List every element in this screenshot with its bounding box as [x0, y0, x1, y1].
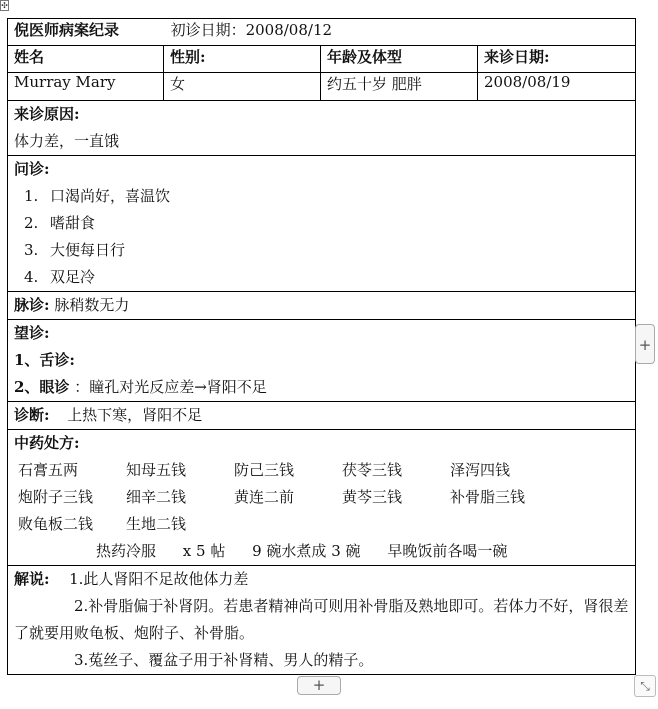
eye-label: 2、眼诊	[14, 378, 70, 396]
pulse-section[interactable]	[8, 292, 636, 320]
list-item: 1. 口渴尚好，喜温饮	[24, 187, 171, 205]
observation-label: 望诊:	[14, 324, 50, 342]
record-header	[8, 19, 636, 46]
explanation-section[interactable]	[8, 566, 636, 675]
name-label: 姓名	[8, 46, 164, 73]
eye-text: ：瞳孔对光反应差→肾阳不足	[74, 378, 267, 396]
list-item: 2. 嗜甜食	[24, 214, 96, 232]
dosage-instructions	[14, 538, 629, 565]
list-item: 4. 双足冷	[24, 268, 96, 286]
age-label: 年龄及体型	[321, 46, 478, 73]
dosage-timing: 早晚饭前各喝一碗	[387, 542, 508, 560]
list-item: 3. 大便每日行	[24, 241, 126, 259]
resize-icon[interactable]: ⤡	[634, 675, 656, 697]
reason-label: 来诊原因:	[14, 105, 80, 123]
dosage-water: 9 碗水煮成 3 碗	[252, 542, 361, 560]
reason-text: 体力差，一直饿	[14, 132, 120, 150]
pulse-text: 脉稍数无力	[54, 296, 130, 314]
explanation-point-2: 2.补骨脂偏于补肾阴。若患者精神尚可则用补骨脂及熟地即可。若体力不好，肾很差了就要用败龟板、炮附子、补骨脂。	[14, 597, 629, 642]
prescription-section[interactable]	[8, 430, 636, 566]
tongue-label: 1、舌诊:	[14, 351, 75, 369]
diagnosis-text: 上热下寒，肾阳不足	[67, 406, 203, 424]
record-title: 倪医师病案纪录	[14, 21, 120, 39]
table-move-handle[interactable]: ✣	[1, 1, 8, 10]
diagnosis-section[interactable]	[8, 402, 636, 430]
visit-date-value[interactable]: 2008/08/19	[478, 73, 636, 101]
herb-item: 茯苓三钱	[342, 461, 403, 479]
sex-label: 性别:	[164, 46, 321, 73]
observation-section[interactable]	[8, 320, 636, 402]
herb-item: 炮附子三钱	[18, 488, 94, 506]
inquiry-label: 问诊:	[14, 160, 50, 178]
herb-item: 黄芩三钱	[342, 488, 403, 506]
herb-item: 泽泻四钱	[450, 461, 511, 479]
visit-date-label: 来诊日期:	[478, 46, 636, 73]
herb-item: 石膏五两	[18, 461, 79, 479]
inquiry-list	[14, 183, 629, 291]
herb-item: 防己三钱	[234, 461, 295, 479]
reason-section[interactable]	[8, 101, 636, 156]
diagnosis-label: 诊断:	[14, 406, 50, 424]
explanation-point-1: 1.此人肾阳不足故他体力差	[69, 570, 249, 588]
pulse-label: 脉诊:	[14, 296, 50, 314]
herb-item: 细辛二钱	[126, 488, 187, 506]
herb-item: 黄连二前	[234, 488, 295, 506]
herb-item: 知母五钱	[126, 461, 187, 479]
first-visit-date: 初诊日期：2008/08/12	[170, 21, 333, 39]
age-value[interactable]: 约五十岁 肥胖	[321, 73, 478, 101]
sex-value[interactable]: 女	[164, 73, 321, 101]
add-row-button[interactable]: +	[297, 676, 341, 695]
dosage-method: 热药冷服	[96, 542, 157, 560]
herb-item: 生地二钱	[126, 515, 187, 533]
prescription-label: 中药处方:	[14, 434, 80, 452]
inquiry-section[interactable]	[8, 156, 636, 292]
add-column-button[interactable]: +	[635, 324, 655, 364]
dosage-count: x 5 帖	[182, 542, 226, 560]
explanation-label: 解说:	[14, 570, 50, 588]
name-value[interactable]: Murray Mary	[8, 73, 164, 101]
herb-list	[14, 457, 629, 538]
explanation-point-3: 3.菟丝子、覆盆子用于补肾精、男人的精子。	[74, 651, 374, 669]
herb-item: 败龟板二钱	[18, 515, 94, 533]
herb-item: 补骨脂三钱	[450, 488, 526, 506]
medical-record-table	[7, 18, 636, 675]
